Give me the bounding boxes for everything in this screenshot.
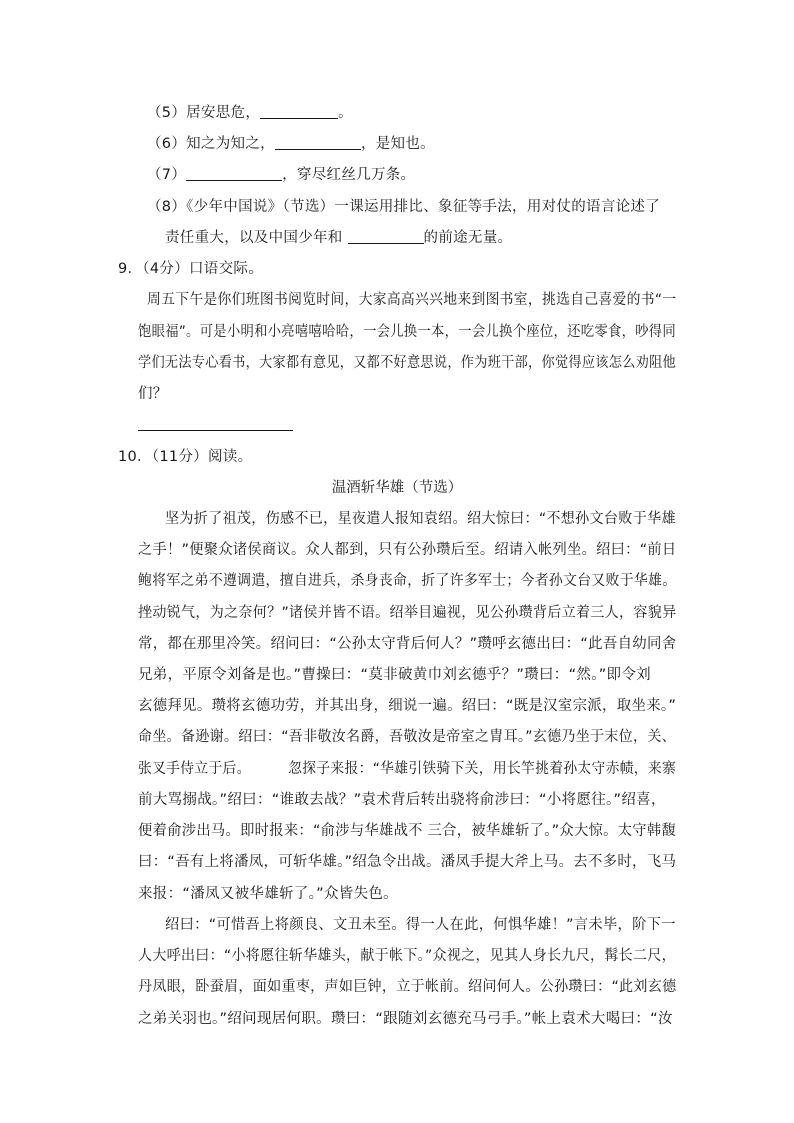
question-9-line: 周五下午是你们班图书阅览时间，大家高高兴兴地来到图书室，挑选自己喜爱的书“一 <box>147 292 677 308</box>
fill-item-8-line1: （8）《少年中国说》（节选）一课运用排比、象征等手法，用对仗的语言论述了 <box>147 199 661 215</box>
passage-line: 之弟关羽也。”绍问现居何职。瓒曰：“跟随刘玄德充马弓手。”帐上袁术大喝曰：“汝 <box>138 1011 673 1027</box>
passage-line: 丹凤眼，卧蚕眉，面如重枣，声如巨钟，立于帐前。绍问何人。公孙瓒曰：“此刘玄德 <box>138 979 677 995</box>
fill-item-6: （6）知之为知之， ，是知也。 <box>147 136 435 152</box>
question-9-line: 学们无法专心看书，大家都有意见，又都不好意思说，作为班干部，你觉得应该怎么劝阻他 <box>138 355 677 371</box>
passage-line: 绍曰：“可惜吾上将颜良、文丑未至。得一人在此，何惧华雄！”言未毕，阶下一 <box>165 917 676 933</box>
passage-line: 便着俞涉出马。即时报来：“俞涉与华雄战不 三合，被华雄斩了。”众大惊。太守韩馥 <box>138 823 677 839</box>
answer-blank[interactable] <box>186 165 282 181</box>
passage-line: 之手！”便聚众诸侯商议。众人都到，只有公孙瓒后至。绍请入帐列坐。绍曰：“前日 <box>138 542 677 558</box>
passage-line: 兄弟，平原令刘备是也。”曹操曰：“莫非破黄巾刘玄德乎？”瓒曰：“然。”即令刘 <box>138 667 651 683</box>
passage-line: 玄德拜见。瓒将玄德功劳，并其出身，细说一遍。绍曰：“既是汉室宗派，取坐来。” <box>138 698 677 714</box>
answer-blank[interactable] <box>275 134 361 150</box>
fill-item-8-line2: 责任重大，以及中国少年和 的前途无量。 <box>165 230 513 246</box>
passage-line: 前大骂搦战。”绍曰：“谁敢去战？”袁术背后转出骁将俞涉曰：“小将愿往。”绍喜， <box>138 792 666 808</box>
passage-line: 鲍将军之弟不遵调遣，擅自进兵，杀身丧命，折了许多军士；今者孙文台又败于华雄。 <box>138 573 677 589</box>
question-10-header: 10．（11分）阅读。 <box>118 449 253 465</box>
question-9-line: 们？ <box>138 386 168 402</box>
passage-line: 曰：“吾有上将潘凤，可斩华雄。”绍急令出战。潘凤手提大斧上马。去不多时，飞马 <box>138 854 677 870</box>
fill-item-7: （7） ，穿尽红丝几万条。 <box>147 167 416 183</box>
passage-title: 温酒斩华雄（节选） <box>331 480 463 496</box>
question-9-header: 9．（4分）口语交际。 <box>118 261 263 277</box>
answer-blank[interactable] <box>260 103 338 119</box>
passage-line: 张叉手侍立于后。 忽探子来报：“华雄引铁骑下关，用长竿挑着孙太守赤帻，来寨 <box>138 761 677 777</box>
answer-blank[interactable] <box>348 228 424 244</box>
passage-line: 挫动锐气，为之奈何？”诸侯并皆不语。绍举目遍视，见公孙瓒背后立着三人，容貌异 <box>138 605 677 621</box>
passage-line: 坚为折了祖茂，伤感不已，星夜遣人报知袁绍。绍大惊曰：“不想孙文台败于华雄 <box>165 511 676 527</box>
fill-item-5: （5）居安思危， 。 <box>147 105 353 121</box>
passage-line: 人大呼出曰：“小将愿往斩华雄头，献于帐下。”众视之，见其人身长九尺，髯长二尺， <box>138 948 676 964</box>
passage-line: 来报：“潘凤又被华雄斩了。”众皆失色。 <box>138 886 398 902</box>
question-9-answer-line[interactable] <box>138 430 293 431</box>
passage-line: 命坐。备逊谢。绍曰：“吾非敬汝名爵，吾敬汝是帝室之胄耳。”玄德乃坐于末位，关、 <box>138 729 676 745</box>
passage-line: 常，都在那里冷笑。绍问曰：“公孙太守背后何人？”瓒呼玄德出曰：“此吾自幼同舍 <box>138 636 677 652</box>
question-9-line: 饱眼福”。可是小明和小亮嘻嘻哈哈，一会儿换一本，一会儿换个座位，还吃零食，吵得同 <box>138 324 677 340</box>
